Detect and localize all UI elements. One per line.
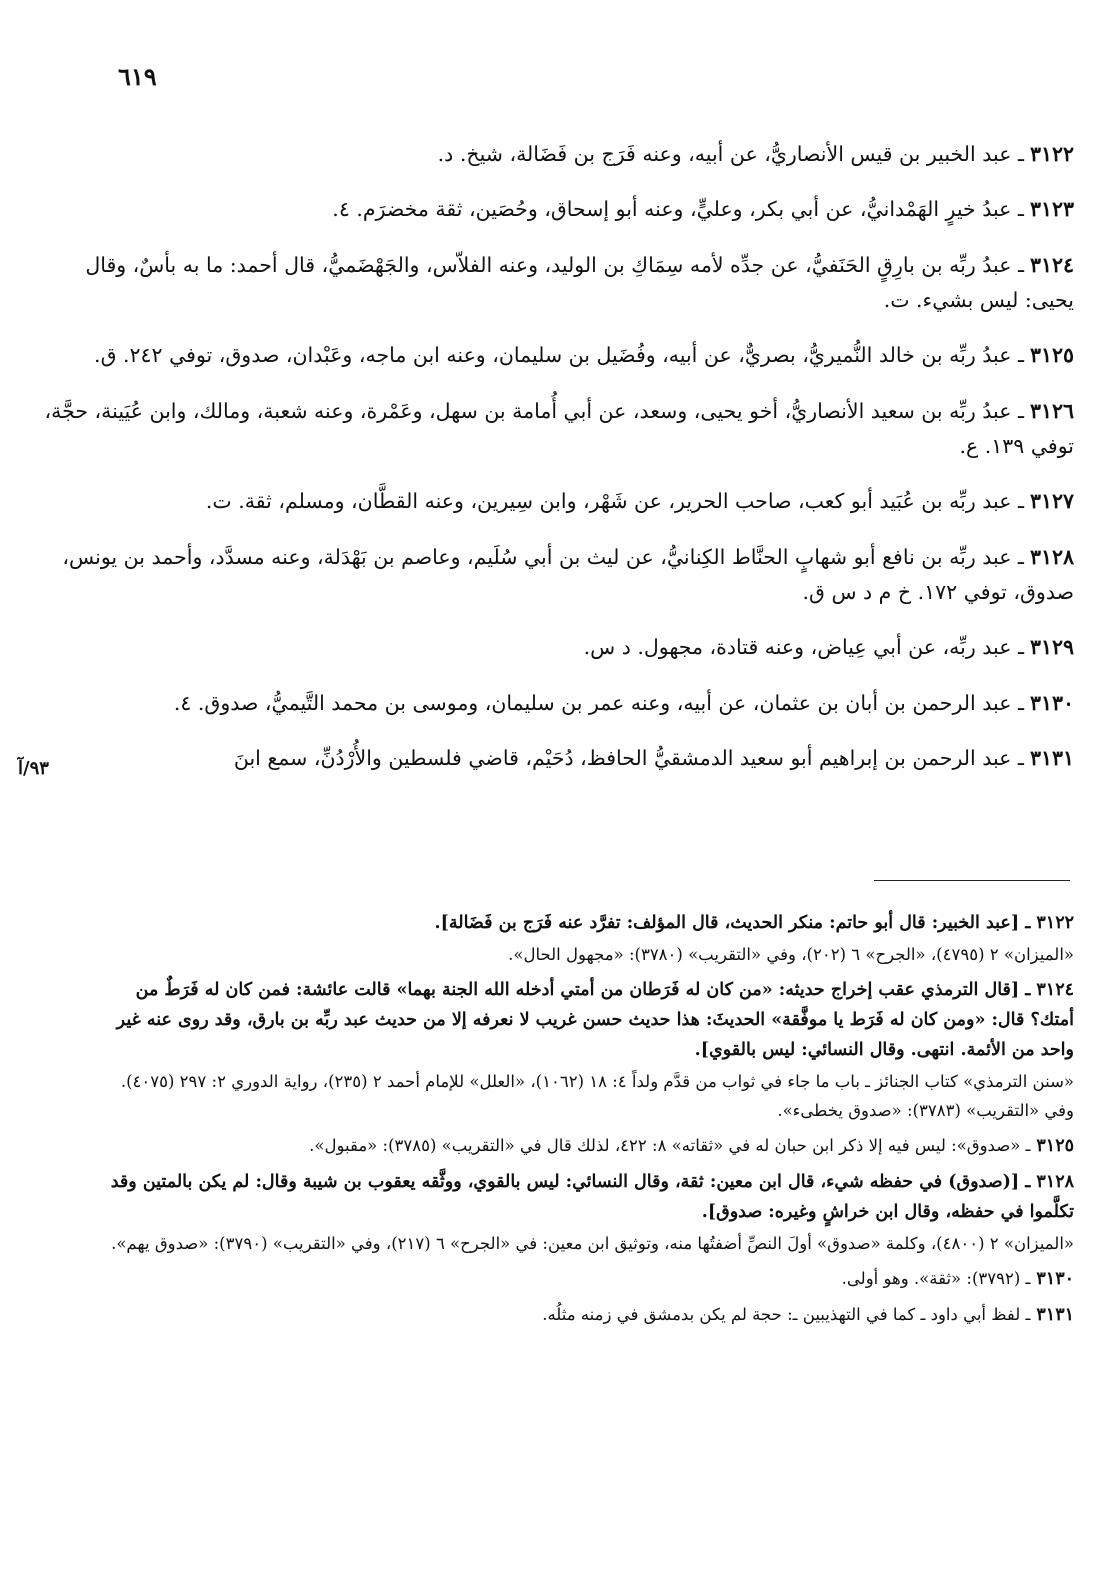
footnote-source: ـ (٣٧٩٢): «ثقة». وهو أولى. bbox=[841, 1269, 1031, 1288]
entry-text: ـ عبدُ خيرٍ الهَمْدانيُّ، عن أبي بكر، وعليٍّ، وعنه أبو إسحاق، وحُصَين، ثقة مخضرَم. ٤. bbox=[332, 197, 1024, 221]
footnote-source: «سنن الترمذي» كتاب الجنائز ـ باب ما جاء في ثواب من قدَّم ولداً ٤: ١٨ (١٠٦٢)، «العلل» للإمام أحمد ٢ (٢٣٥)، رواية الدوري ٢: ٢٩٧ (٤٠٧٥). وفي «التقريب» (٣٧٨٣): «صدوق يخطىء». bbox=[120, 1072, 1074, 1120]
main-text bbox=[38, 116, 1074, 779]
entry-number: ٣١٣٠ bbox=[1029, 690, 1074, 715]
entry-3131 bbox=[38, 741, 1074, 776]
entry-text: ـ عبد ربِّه بن عُبَيد أبو كعب، صاحب الحرير، عن شَهْر، وابن سِيرين، وعنه القطَّان، ومسلم، ثقة. ت. bbox=[205, 489, 1024, 513]
entry-number: ٣١٢٦ bbox=[1029, 398, 1074, 423]
entry-3130 bbox=[38, 686, 1074, 721]
footnote-number: ٣١٢٥ bbox=[1036, 1136, 1074, 1156]
entry-3128 bbox=[38, 540, 1074, 610]
footnote-main: ـ [عبد الخبير: قال أبو حاتم: منكر الحديث، قال المؤلف: تفرَّد عنه فَرَج بن فَضَالة]. bbox=[434, 913, 1031, 933]
entry-text: ـ عبد ربِّه بن نافع أبو شهابٍ الحنَّاط الكِنانيُّ، عن ليث بن أبي سُلَيم، وعاصم بن بَهْدَلة، وعنه مسدَّد، وأحمد بن يونس، صدوق، توفي ١٧٢. خ م د س ق. bbox=[62, 544, 1074, 604]
entry-number: ٣١٢٢ bbox=[1029, 141, 1074, 166]
entry-number: ٣١٢٣ bbox=[1029, 197, 1074, 221]
footnote-divider bbox=[874, 880, 1070, 881]
footnote-3130 bbox=[90, 1264, 1074, 1294]
footnote-3124 bbox=[90, 975, 1074, 1125]
footnote-number: ٣١٣١ bbox=[1036, 1305, 1074, 1325]
entry-text: ـ عبد الخبير بن قيس الأنصاريُّ، عن أبيه، وعنه فَرَج بن فَضَالة، شيخ. د. bbox=[437, 141, 1024, 166]
entry-text: ـ عبدُ ربِّه بن خالد النُّميريُّ، بصريٌّ، عن أبيه، وفُضَيل بن سليمان، وعنه ابن ماجه، وعَبْدان، صدوق، توفي ٢٤٢. ق. bbox=[94, 343, 1024, 367]
margin-folio-note: ٩٣/آ bbox=[18, 758, 49, 779]
footnote-source: «الميزان» ٢ (٤٨٠٠)، وكلمة «صدوق» أولَ النصِّ أضفتُها منه، وتوثيق ابن معين: في «الجرح» ٦ (٢١٧)، وفي «التقريب» (٣٧٩٠): «صدوق يهم». bbox=[111, 1234, 1074, 1253]
entry-text: ـ عبد الرحمن بن أبان بن عثمان، عن أبيه، وعنه عمر بن سليمان، وموسى بن محمد التَّيميُّ، صدوق. ٤. bbox=[173, 690, 1024, 715]
footnote-source: ـ لفظ أبي داود ـ كما في التهذيبين ـ: حجة لم يكن بدمشق في زمنه مثلُه. bbox=[542, 1305, 1031, 1324]
footnote-main: ـ [(صدوق) في حفظه شيء، قال ابن معين: ثقة، وقال النسائي: ليس بالقوي، ووثَّقه يعقوب بن شيبة وقال: لم يكن بالمتين وقد تكلَّموا في حفظه، وقال ابن خراشٍ وغيره: صدوق]. bbox=[110, 1172, 1074, 1222]
entry-number: ٣١٢٩ bbox=[1029, 635, 1074, 659]
entry-number: ٣١٢٧ bbox=[1029, 489, 1074, 513]
footnote-main: ـ [قال الترمذي عقب إخراج حديثه: «من كان له فَرَطان من أمتي أدخله الله الجنة بهما» قالت عائشة: فمن كان له فَرَطٌ من أمتك؟ قال: «ومن كان له فَرَط يا موفَّقة» الحديثَ: هذا حديث حسن غريب لا نعرفه إلا من حديث عبد ربِّه بن بارق، وقد روى عنه غير واحد من الأئمة. انتهى. وقال النسائي: ليس بالقوي]. bbox=[116, 980, 1074, 1060]
footnote-source: ـ «صدوق»: ليس فيه إلا ذكر ابن حبان له في «ثقاته» ٨: ٤٢٢، لذلك قال في «التقريب» (٣٧٨٥): «مقبول». bbox=[309, 1136, 1031, 1155]
footnote-source: «الميزان» ٢ (٤٧٩٥)، «الجرح» ٦ (٢٠٢)، وفي «التقريب» (٣٧٨٠): «مجهول الحال». bbox=[508, 945, 1074, 964]
entry-text: ـ عبد الرحمن بن إبراهيم أبو سعيد الدمشقيُّ الحافظ، دُحَيْم، قاضي فلسطين والأُرْدُنِّ، سمع ابنَ bbox=[233, 746, 1024, 770]
footnote-3128 bbox=[90, 1167, 1074, 1258]
footnote-number: ٣١٢٤ bbox=[1036, 980, 1074, 1000]
entry-3122 bbox=[38, 137, 1074, 172]
footnote-number: ٣١٢٨ bbox=[1036, 1172, 1074, 1192]
entry-3126 bbox=[38, 394, 1074, 464]
footnote-number: ٣١٢٢ bbox=[1036, 913, 1074, 933]
entry-text: ـ عبد ربِّه، عن أبي عِياض، وعنه قتادة، مجهول. د س. bbox=[583, 635, 1024, 659]
entry-text: ـ عبدُ ربِّه بن سعيد الأنصاريُّ، أخو يحيى، وسعد، عن أبي أُمامة بن سهل، وعَمْرة، وعنه شعبة، ومالك، وابن عُيَينة، حجَّة، توفي ١٣٩. ع. bbox=[44, 398, 1074, 458]
entry-number: ٣١٣١ bbox=[1029, 746, 1074, 770]
entry-number: ٣١٢٨ bbox=[1029, 544, 1074, 569]
entry-text: ـ عبدُ ربِّه بن بارِقٍ الحَنَفيُّ، عن جدِّه لأمه سِمَاكِ بن الوليد، وعنه الفلاّس، والجَهْضَميُّ، قال أحمد: ما به بأسٌ، وقال يحيى: ليس بشيء. ت. bbox=[85, 252, 1074, 312]
footnote-number: ٣١٣٠ bbox=[1036, 1269, 1074, 1289]
footnote-3122 bbox=[90, 908, 1074, 969]
page-number: ٦١٩ bbox=[118, 62, 157, 91]
entry-3129 bbox=[38, 630, 1074, 665]
entry-3124 bbox=[38, 248, 1074, 318]
entry-3127 bbox=[38, 484, 1074, 519]
entry-number: ٣١٢٤ bbox=[1029, 252, 1074, 277]
entry-3125 bbox=[38, 338, 1074, 373]
footnote-3131 bbox=[90, 1300, 1074, 1330]
entry-3123 bbox=[38, 192, 1074, 227]
entry-number: ٣١٢٥ bbox=[1029, 343, 1074, 367]
footnote-3125 bbox=[90, 1131, 1074, 1161]
footnotes bbox=[90, 908, 1074, 1336]
